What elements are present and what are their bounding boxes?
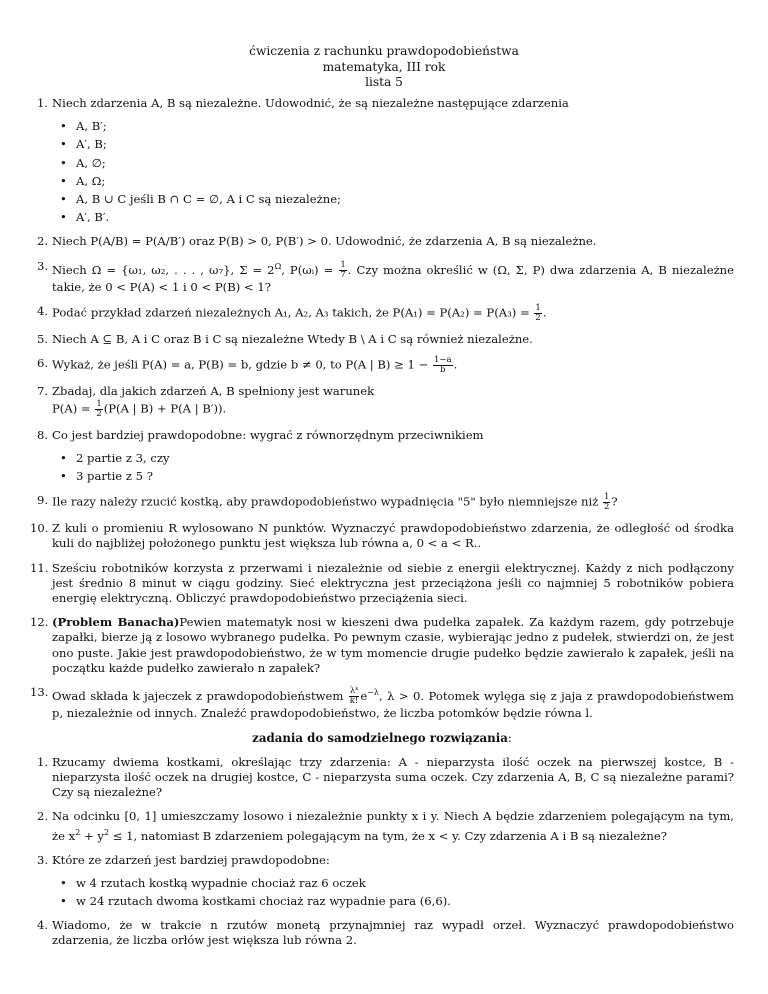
problem-list (30, 96, 734, 722)
problem-7: 7. Zbadaj, dla jakich zdarzeń A, B spełniony jest warunek P(A) = $\frac{1}{2}$ (P(A | B) + P(A | B′)). (36, 384, 375, 419)
problem-content (30, 96, 734, 958)
problem-12: 12. (Problem Banacha)Pewien matematyk nosi w kieszeni dwa pudełka zapałek. Za każdym razem, gdy potrzebuje zapałki, bierze ją z losowo wybranego pudełka. Po pewnym czasie, wybierając jedno z pudełek, stwierdzi on, że jest ono puste. Jakie jest prawdopodobieństwo, że w tym momencie drugie pudełko będzie zawierało k zapałek, jeśli na początku każde pudełko zawierało n zapałek? (30, 615, 734, 675)
problem-8: 8. Co jest bardziej prawdopodobne: wygrać z równorzędnym przeciwnikiem • 2 partie z 3, czy • 3 partie z 5 ? (30, 428, 734, 485)
problem-2: 2. Niech P(A/B) = P(A/B′) oraz P(B) > 0, P(B′) > 0. Udowodnić, że zdarzenia A, B są niezależne. (36, 234, 597, 249)
problem-13: 13. Owad składa k jajeczek z prawdopodobieństwem $\frac{\text{λᵏ}}{k!}$ $e^{-\lambda}$, λ > 0. Potomek wylęga się z jaja z prawdopodobieństwem p, niezależnie od innych. Znaleźć prawdopodobieństwo, że liczba potomków będzie równa l. (30, 685, 735, 721)
list-item: • A, B ∪ C jeśli B ∩ C = ∅, A i C są niezależne; (52, 192, 734, 207)
list-item: • A, Ω; (52, 174, 734, 189)
problem-title: (Problem Banacha) (52, 615, 180, 630)
fraction: $\frac{1}{2}$ (535, 303, 541, 324)
bullet-list (52, 119, 734, 225)
problem-text: Pewien matematyk nosi w kieszeni dwa pudełka zapałek. Za każdym razem, gdy potrzebuje zapałki, bierze ją z losowo wybranego pudełka. Po pewnym czasie, wybierając jedno z pudełek, stwierdzi on, że jest ono puste. Jakie jest prawdopodobieństwo, że w tym momencie drugie pudełko będzie zawierało k zapałek, jeśli na początku każde pudełko zawierało n zapałek? (52, 615, 734, 675)
self-problem-2: 2. Na odcinku [0, 1] umieszczamy losowo i niezależnie punkty x i y. Niech A będzie zdarzeniem polegającym na tym, że $x^2 + y^2 \le 1$, natomiast B zdarzeniem polegającym na tym, że x < y. Czy zdarzenia A i B są niezależne? (36, 809, 734, 843)
list-item: • w 24 rzutach dwoma kostkami chociaż raz wypadnie para (6,6). (52, 894, 734, 909)
fraction: $\frac{1}{2}$ (96, 398, 102, 419)
problem-9: 9. Ile razy należy rzucić kostką, aby prawdopodobieństwo wypadnięcia "5" było niemniejsze niż $\frac{1}{2}$ ? (36, 492, 618, 513)
problem-text: Wiadomo, że w trakcie n rzutów monetą przynajmniej raz wypadł orzeł. Wyznaczyć prawdopodobieństwo zdarzenia, że liczba orłów jest większa lub równa 2. (52, 918, 734, 948)
fraction: $\frac{\text{λᵏ}}{k!}$ (349, 686, 359, 707)
problem-text: Niech P(A/B) = P(A/B′) oraz P(B) > 0, P(B′) > 0. Udowodnić, że zdarzenia A, B są niezależne. (52, 234, 597, 249)
problem-1: 1. Niech zdarzenia A, B są niezależne. Udowodnić, że są niezależne następujące zdarzenia • A, B′; • A′, B; • A, ∅; • A, Ω; • A, B ∪ C jeśli B ∩ C = ∅, A i C są niezależne; • A′, B′. (30, 96, 734, 225)
problem-text: Rzucamy dwiema kostkami, określając trzy zdarzenia: A - nieparzysta ilość oczek na pierwszej kostce, B - nieparzysta ilość oczek na drugiej kostce, C - nieparzysta suma oczek. Czy zdarzenia A, B, C są niezależne parami? Czy są niezależne? (52, 754, 734, 800)
section-title: zadania do samodzielnego rozwiązania: (252, 730, 512, 745)
list-item: • A′, B; (52, 137, 734, 152)
list-item: • 3 partie z 5 ? (52, 469, 734, 484)
problem-6: 6. Wykaż, że jeśli P(A) = a, P(B) = b, gdzie b ≠ 0, to P(A | B) ≥ 1 − $\frac{1-a}{b}$ . (36, 355, 458, 376)
problem-text: Które ze zdarzeń jest bardziej prawdopodobne: (52, 852, 330, 867)
document-header (0, 44, 768, 91)
self-problem-list (30, 755, 734, 949)
problem-text: Z kuli o promieniu R wylosowano N punktów. Wyznaczyć prawdopodobieństwo zdarzenia, że odległość od środka kuli do najbliżej położonego punktu jest większa lub równa a, 0 < a < R.. (52, 521, 734, 551)
self-problem-1: 1. Rzucamy dwiema kostkami, określając trzy zdarzenia: A - nieparzysta ilość oczek na pierwszej kostce, B - nieparzysta ilość oczek na drugiej kostce, C - nieparzysta suma oczek. Czy zdarzenia A, B, C są niezależne parami? Czy są niezależne? (36, 754, 734, 800)
list-item: • w 4 rzutach kostką wypadnie chociaż raz 6 oczek (52, 876, 734, 891)
fraction: $\frac{1}{2}$ (604, 492, 610, 513)
problem-10: 10. Z kuli o promieniu R wylosowano N punktów. Wyznaczyć prawdopodobieństwo zdarzenia, że odległość od środka kuli do najbliżej położonego punktu jest większa lub równa a, 0 < a < R.. (30, 521, 734, 551)
header-course: ćwiczenia z rachunku prawdopodobieństwa (249, 44, 519, 58)
bullet-list (52, 876, 734, 909)
fraction: $\frac{1}{7}$ (340, 259, 346, 280)
problem-text: Niech zdarzenia A, B są niezależne. Udowodnić, że są niezależne następujące zdarzenia (52, 96, 569, 110)
problem-11: 11. Sześciu robotników korzysta z przerwami i niezależnie od siebie z energii elektrycznej. Każdy z nich podłączony jest średnio 8 minut w ciągu godziny. Sieć elektryczna jest przeciążona jeśli co najmniej 5 robotników pobiera energię elektryczną. Obliczyć prawdopodobieństwo przeciążenia sieci. (30, 560, 734, 606)
problem-5: 5. Niech A ⊆ B, A i C oraz B i C są niezależne Wtedy B \ A i C są również niezależne. (36, 332, 533, 347)
problem-3: 3. Niech Ω = {ω₁, ω₂, . . . , ω₇}, $\Sigma = 2^\Omega$, P(ωᵢ) = $\frac{1}{7}$ . Czy można określić w (Ω, Σ, P) dwa zdarzenia A, B niezależne takie, że 0 < P(A) < 1 i 0 < P(B) < 1? (36, 258, 735, 294)
list-item: • A, ∅; (52, 156, 734, 171)
problem-text: Sześciu robotników korzysta z przerwami i niezależnie od siebie z energii elektrycznej. Każdy z nich podłączony jest średnio 8 minut w ciągu godziny. Sieć elektryczna jest przeciążona jeśli co najmniej 5 robotników pobiera energię elektryczną. Obliczyć prawdopodobieństwo przeciążenia sieci. (52, 560, 734, 606)
fraction: $\frac{1-a}{b}$ (433, 355, 452, 376)
problem-text: Niech A ⊆ B, A i C oraz B i C są niezależne Wtedy B \ A i C są również niezależne. (52, 332, 533, 347)
header-list-number: lista 5 (365, 75, 403, 89)
list-item: • A, B′; (52, 119, 734, 134)
self-problem-4: 4. Wiadomo, że w trakcie n rzutów monetą przynajmniej raz wypadł orzeł. Wyznaczyć prawdopodobieństwo zdarzenia, że liczba orłów jest większa lub równa 2. (36, 918, 734, 948)
self-problem-3: 3. Które ze zdarzeń jest bardziej prawdopodobne: • w 4 rzutach kostką wypadnie chociaż raz 6 oczek • w 24 rzutach dwoma kostkami chociaż raz wypadnie para (6,6). (30, 853, 734, 910)
list-item: • 2 partie z 3, czy (52, 451, 734, 466)
header-year: matematyka, III rok (322, 59, 446, 74)
bullet-list (52, 451, 734, 484)
problem-text: Co jest bardziej prawdopodobne: wygrać z równorzędnym przeciwnikiem (52, 427, 484, 442)
problem-4: 4. Podać przykład zdarzeń niezależnych A₁, A₂, A₃ takich, że P(A₁) = P(A₂) = P(A₃) = $\frac{1}{2}$ . (36, 303, 547, 324)
list-item: • A′, B′. (52, 210, 734, 225)
